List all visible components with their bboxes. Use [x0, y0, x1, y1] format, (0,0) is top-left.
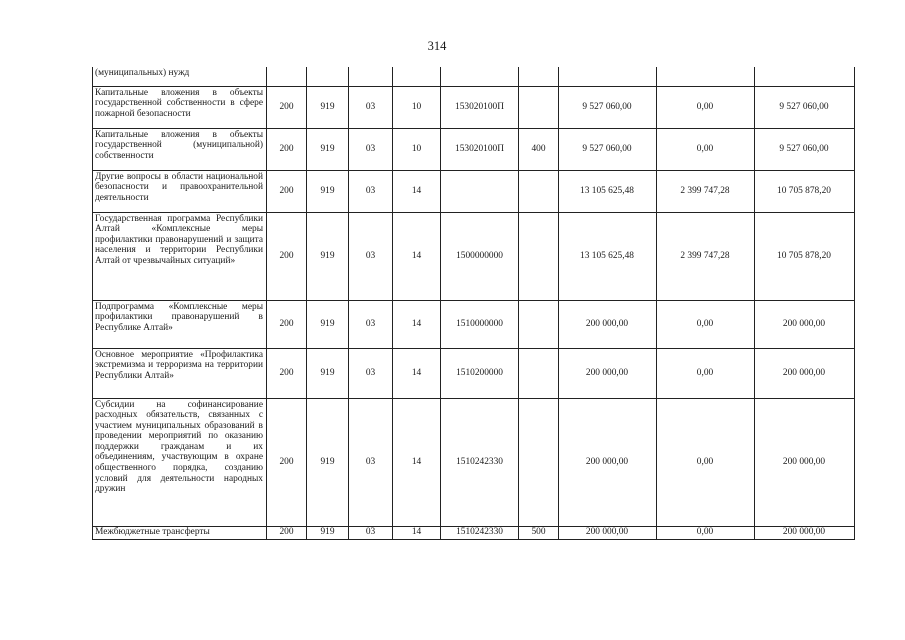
row-name-cell: (муниципальных) нужд [93, 67, 267, 86]
cell-expense-type [519, 170, 559, 212]
cell-code-4 [393, 67, 441, 86]
cell-amount-3 [755, 67, 855, 86]
cell-code-2: 919 [307, 398, 349, 526]
table-row [93, 348, 855, 398]
cell-code-1: 200 [267, 86, 307, 128]
cell-code-2: 919 [307, 348, 349, 398]
cell-amount-3: 9 527 060,00 [755, 86, 855, 128]
cell-code-4: 14 [393, 526, 441, 539]
cell-target-article: 1510000000 [441, 300, 519, 348]
cell-code-2: 919 [307, 170, 349, 212]
table-row [93, 300, 855, 348]
table-row [93, 67, 855, 86]
cell-target-article [441, 170, 519, 212]
cell-code-3: 03 [349, 526, 393, 539]
cell-expense-type [519, 300, 559, 348]
cell-expense-type: 500 [519, 526, 559, 539]
cell-amount-1: 200 000,00 [559, 526, 657, 539]
cell-code-2: 919 [307, 86, 349, 128]
row-name-cell: Капитальные вложения в объекты государственной (муниципальной) собственности [93, 128, 267, 170]
cell-code-2: 919 [307, 300, 349, 348]
cell-code-1: 200 [267, 398, 307, 526]
cell-code-2 [307, 67, 349, 86]
cell-amount-2 [657, 67, 755, 86]
budget-table [92, 67, 855, 540]
cell-amount-3: 200 000,00 [755, 348, 855, 398]
cell-expense-type: 400 [519, 128, 559, 170]
cell-code-3: 03 [349, 86, 393, 128]
cell-expense-type [519, 348, 559, 398]
cell-code-4: 10 [393, 128, 441, 170]
cell-code-2: 919 [307, 526, 349, 539]
table-row [93, 212, 855, 300]
cell-amount-2: 0,00 [657, 300, 755, 348]
table-row [93, 86, 855, 128]
cell-code-4: 14 [393, 212, 441, 300]
cell-amount-2: 0,00 [657, 348, 755, 398]
cell-target-article: 1510242330 [441, 526, 519, 539]
row-name-cell: Межбюджетные трансферты [93, 526, 267, 539]
cell-expense-type [519, 398, 559, 526]
row-name-cell: Капитальные вложения в объекты государственной собственности в сфере пожарной безопасности [93, 86, 267, 128]
cell-amount-1 [559, 67, 657, 86]
cell-amount-2: 0,00 [657, 128, 755, 170]
row-name-cell: Субсидии на софинансирование расходных обязательств, связанных с участием муниципальных образований в проведении мероприятий по оказанию поддержки гражданам и их объединениям, участвующим в охране общественного порядка, созданию условий для деятельности народных дружин [93, 398, 267, 526]
cell-amount-1: 9 527 060,00 [559, 128, 657, 170]
cell-code-3 [349, 67, 393, 86]
cell-amount-1: 13 105 625,48 [559, 212, 657, 300]
cell-code-1: 200 [267, 348, 307, 398]
cell-code-2: 919 [307, 128, 349, 170]
cell-amount-2: 2 399 747,28 [657, 170, 755, 212]
cell-amount-2: 2 399 747,28 [657, 212, 755, 300]
cell-code-3: 03 [349, 128, 393, 170]
table-row [93, 170, 855, 212]
cell-amount-2: 0,00 [657, 526, 755, 539]
cell-amount-1: 200 000,00 [559, 398, 657, 526]
cell-code-2: 919 [307, 212, 349, 300]
row-name-cell: Государственная программа Республики Алтай «Комплексные меры профилактики правонарушений и защита населения и территории Республики Алтай от чрезвычайных ситуаций» [93, 212, 267, 300]
cell-target-article: 153020100П [441, 86, 519, 128]
cell-code-4: 14 [393, 398, 441, 526]
cell-code-1: 200 [267, 212, 307, 300]
page-number: 314 [427, 39, 447, 53]
cell-code-3: 03 [349, 348, 393, 398]
cell-expense-type [519, 67, 559, 86]
cell-code-4: 14 [393, 170, 441, 212]
cell-amount-2: 0,00 [657, 398, 755, 526]
cell-code-3: 03 [349, 212, 393, 300]
cell-amount-3: 9 527 060,00 [755, 128, 855, 170]
cell-code-1: 200 [267, 128, 307, 170]
table-row [93, 128, 855, 170]
cell-amount-3: 200 000,00 [755, 526, 855, 539]
cell-amount-3: 10 705 878,20 [755, 212, 855, 300]
cell-amount-1: 13 105 625,48 [559, 170, 657, 212]
row-name-cell: Подпрограмма «Комплексные меры профилактики правонарушений в Республике Алтай» [93, 300, 267, 348]
cell-target-article: 1510200000 [441, 348, 519, 398]
cell-target-article: 1510242330 [441, 398, 519, 526]
cell-code-1: 200 [267, 170, 307, 212]
row-name-cell: Другие вопросы в области национальной безопасности и правоохранительной деятельности [93, 170, 267, 212]
cell-target-article [441, 67, 519, 86]
cell-code-4: 10 [393, 86, 441, 128]
cell-target-article: 153020100П [441, 128, 519, 170]
cell-code-3: 03 [349, 398, 393, 526]
cell-amount-1: 200 000,00 [559, 300, 657, 348]
cell-amount-1: 200 000,00 [559, 348, 657, 398]
cell-amount-2: 0,00 [657, 86, 755, 128]
cell-expense-type [519, 212, 559, 300]
cell-code-1 [267, 67, 307, 86]
cell-code-1: 200 [267, 526, 307, 539]
cell-expense-type [519, 86, 559, 128]
cell-code-4: 14 [393, 300, 441, 348]
cell-code-3: 03 [349, 300, 393, 348]
table-row [93, 398, 855, 526]
cell-amount-3: 10 705 878,20 [755, 170, 855, 212]
cell-code-1: 200 [267, 300, 307, 348]
cell-target-article: 1500000000 [441, 212, 519, 300]
cell-code-3: 03 [349, 170, 393, 212]
cell-code-4: 14 [393, 348, 441, 398]
cell-amount-3: 200 000,00 [755, 398, 855, 526]
cell-amount-1: 9 527 060,00 [559, 86, 657, 128]
table-row [93, 526, 855, 539]
row-name-cell: Основное мероприятие «Профилактика экстремизма и терроризма на территории Республики Алтай» [93, 348, 267, 398]
cell-amount-3: 200 000,00 [755, 300, 855, 348]
